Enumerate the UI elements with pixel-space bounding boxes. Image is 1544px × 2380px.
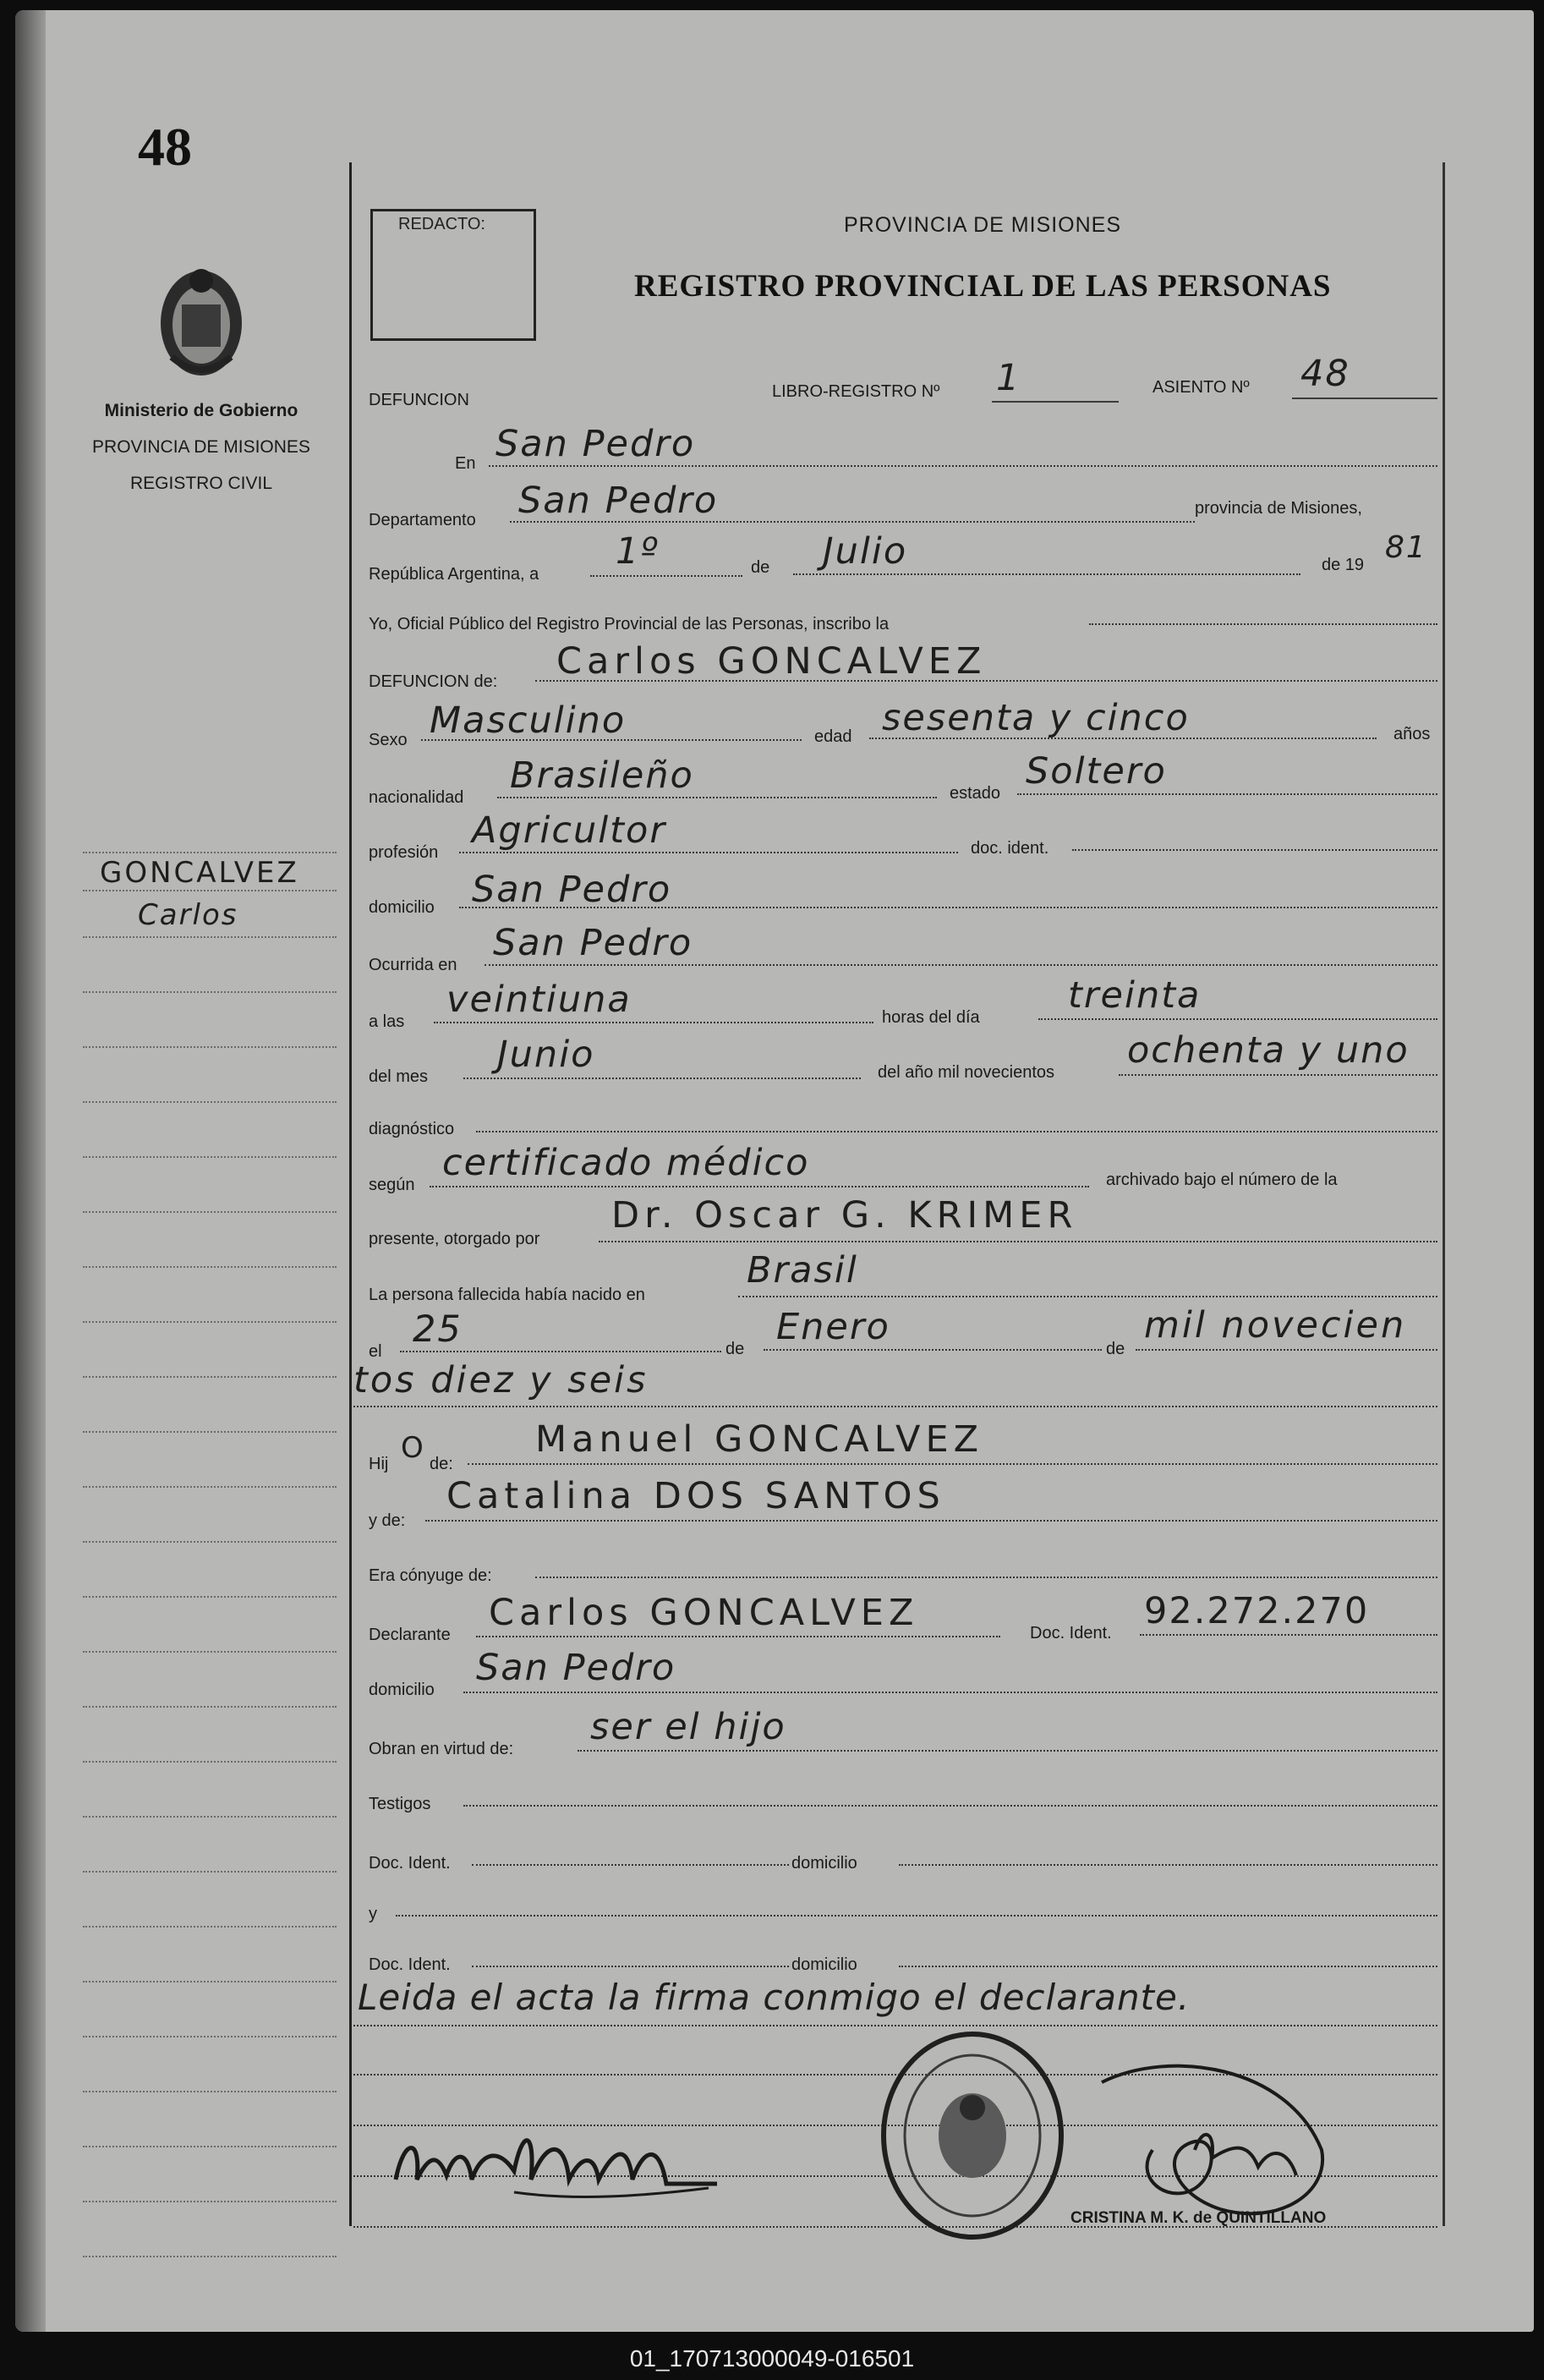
birth-year-a-line	[1136, 1349, 1437, 1351]
del-ano-line	[1119, 1074, 1437, 1076]
margin-rule	[83, 1596, 337, 1598]
y-line	[396, 1915, 1437, 1917]
asiento-value: 48	[1300, 353, 1350, 395]
birth-year-a-value: mil novecien	[1144, 1304, 1407, 1346]
edad-label: edad	[814, 727, 852, 746]
margin-rule	[83, 1266, 337, 1268]
conyuge-label: Era cónyuge de:	[369, 1566, 492, 1585]
del-mes-label: del mes	[369, 1067, 429, 1086]
birth-year-b-line	[353, 1406, 1437, 1407]
ocurrida-value: San Pedro	[493, 922, 693, 964]
domicilio-line	[459, 907, 1437, 908]
domicilio-value: San Pedro	[472, 869, 672, 911]
margin-rule	[83, 2256, 337, 2257]
oficial-text: Yo, Oficial Público del Registro Provincial de las Personas, inscribo la	[369, 615, 890, 633]
page-binding-shadow	[15, 10, 46, 2332]
provincia-text: provincia de Misiones,	[1195, 499, 1362, 518]
official-stamp	[878, 2027, 1068, 2243]
margin-rule	[83, 1486, 337, 1488]
defuncion-de-label: DEFUNCION de:	[369, 672, 498, 691]
del-mes-value: Junio	[497, 1034, 595, 1076]
decl-doc-value: 92.272.270	[1144, 1590, 1370, 1632]
sexo-label: Sexo	[369, 731, 408, 749]
en-line	[489, 465, 1437, 467]
obran-label: Obran en virtud de:	[369, 1740, 514, 1758]
test2-doc-line	[472, 1966, 789, 1967]
presente-label: presente, otorgado por	[369, 1230, 540, 1248]
asiento-label: ASIENTO Nº	[1153, 378, 1250, 397]
form-left-rule	[349, 162, 352, 2226]
month-line	[793, 573, 1300, 575]
nacionalidad-label: nacionalidad	[369, 788, 464, 807]
republica-label: República Argentina, a	[369, 565, 539, 584]
redacto-label: REDACTO:	[398, 215, 485, 233]
mother-value: Catalina DOS SANTOS	[446, 1475, 945, 1517]
decl-doc-line	[1140, 1634, 1437, 1636]
defuncion-de-line	[535, 680, 1437, 682]
declarant-signature	[387, 2120, 742, 2213]
margin-rule	[83, 2091, 337, 2092]
year-value: 81	[1385, 530, 1427, 565]
ministry-line-1: Ministerio de Gobierno	[104, 401, 298, 420]
profesion-label: profesión	[369, 843, 439, 862]
estado-line	[1017, 793, 1437, 795]
birth-month-value: Enero	[776, 1306, 890, 1348]
margin-rule	[83, 1816, 337, 1818]
hijo-suffix: O	[401, 1431, 425, 1465]
estado-value: Soltero	[1026, 750, 1167, 792]
margin-rule	[83, 936, 337, 938]
closing-line	[353, 2025, 1437, 2026]
y-label: y	[369, 1905, 377, 1923]
month-value: Julio	[823, 530, 908, 573]
horas-value: treinta	[1068, 974, 1202, 1017]
declarante-label: Declarante	[369, 1626, 451, 1644]
margin-rule	[83, 991, 337, 993]
header-province: PROVINCIA DE MISIONES	[844, 213, 1122, 237]
testigos-line	[463, 1805, 1437, 1807]
decl-dom-line	[463, 1692, 1437, 1693]
image-id-footer: 01_170713000049-016501	[629, 2345, 915, 2372]
day-line	[590, 575, 742, 577]
nacionalidad-value: Brasileño	[510, 754, 694, 797]
test2-dom-label: domicilio	[791, 1955, 857, 1974]
en-label: En	[455, 454, 476, 473]
presente-value: Dr. Oscar G. KRIMER	[611, 1194, 1078, 1237]
horas-line	[1038, 1018, 1437, 1020]
de2-label: de	[725, 1340, 745, 1358]
day-value: 1º	[616, 530, 660, 573]
profesion-line	[459, 852, 958, 853]
departamento-label: Departamento	[369, 511, 476, 529]
decl-dom-label: domicilio	[369, 1681, 435, 1699]
libro-value: 1	[996, 357, 1021, 399]
a-las-value: veintiuna	[446, 979, 632, 1021]
register-page	[15, 10, 1534, 2332]
margin-rule	[83, 2036, 337, 2037]
departamento-line	[510, 521, 1195, 523]
segun-value: certificado médico	[442, 1142, 810, 1184]
birth-year-b-value: tos diez y seis	[353, 1359, 649, 1401]
testigos-label: Testigos	[369, 1795, 431, 1813]
nacido-label: La persona fallecida había nacido en	[369, 1286, 645, 1304]
margin-surname: GONCALVEZ	[100, 856, 299, 890]
presente-line	[599, 1241, 1437, 1242]
sexo-value: Masculino	[430, 699, 627, 742]
margin-rule	[83, 2146, 337, 2147]
coat-of-arms-seal-icon	[155, 264, 248, 382]
segun-line	[430, 1186, 1089, 1187]
de3-label: de	[1106, 1340, 1125, 1358]
hijo-label: Hij	[369, 1455, 389, 1473]
redacto-box	[370, 209, 536, 341]
margin-rule	[83, 1156, 337, 1158]
nacido-line	[738, 1296, 1437, 1297]
decl-dom-value: San Pedro	[476, 1647, 676, 1689]
ocurrida-line	[485, 964, 1437, 966]
margin-rule	[83, 1321, 337, 1323]
a-las-line	[434, 1022, 873, 1023]
libro-label: LIBRO-REGISTRO Nº	[772, 382, 940, 401]
declarante-line	[476, 1636, 1000, 1637]
margin-rule	[83, 1101, 337, 1103]
margin-rule	[83, 852, 337, 853]
official-signature	[1068, 2048, 1339, 2260]
margin-rule	[83, 1761, 337, 1763]
margin-rule	[83, 1431, 337, 1433]
doc-ident-line	[1072, 849, 1437, 851]
de-label: de	[751, 558, 770, 577]
father-value: Manuel GONCALVEZ	[535, 1418, 984, 1461]
father-line	[468, 1463, 1437, 1465]
page-number: 48	[138, 117, 192, 177]
horas-label: horas del día	[882, 1008, 980, 1027]
margin-rule	[83, 890, 337, 891]
margin-rule	[83, 1706, 337, 1708]
form-right-rule	[1443, 162, 1445, 2226]
asiento-line	[1292, 398, 1437, 399]
test-doc-line	[472, 1864, 789, 1866]
margin-rule	[83, 2201, 337, 2202]
edad-value: sesenta y cinco	[882, 697, 1190, 739]
y-de-label: y de:	[369, 1511, 406, 1530]
edad-line	[869, 738, 1377, 739]
del-ano-value: ochenta y uno	[1127, 1029, 1410, 1072]
libro-line	[992, 401, 1119, 403]
birth-month-line	[764, 1349, 1102, 1351]
estado-label: estado	[950, 784, 1001, 803]
en-value: San Pedro	[496, 423, 696, 465]
test2-dom-line	[899, 1966, 1437, 1967]
el-label: el	[369, 1342, 382, 1361]
ministry-line-2: PROVINCIA DE MISIONES	[92, 437, 310, 457]
year-prefix: de 19	[1322, 556, 1365, 574]
de4-label: de:	[430, 1455, 453, 1473]
margin-rule	[83, 1981, 337, 1982]
oficial-line	[1089, 623, 1437, 625]
margin-rule	[83, 1541, 337, 1543]
archivado-text: archivado bajo el número de la	[1106, 1171, 1338, 1189]
nacionalidad-line	[497, 797, 937, 798]
form-type-label: DEFUNCION	[369, 391, 469, 409]
departamento-value: San Pedro	[518, 480, 719, 522]
del-ano-label: del año mil novecientos	[878, 1063, 1055, 1082]
diagnostico-line	[476, 1131, 1437, 1132]
obran-line	[578, 1750, 1437, 1752]
ocurrida-label: Ocurrida en	[369, 956, 457, 974]
domicilio-label: domicilio	[369, 898, 435, 917]
margin-rule	[83, 1211, 337, 1213]
test2-doc-label: Doc. Ident.	[369, 1955, 451, 1974]
anos-label: años	[1393, 725, 1431, 743]
a-las-label: a las	[369, 1012, 405, 1031]
segun-label: según	[369, 1176, 415, 1194]
el-line	[400, 1351, 721, 1352]
ministry-line-3: REGISTRO CIVIL	[129, 474, 273, 493]
test-doc-label: Doc. Ident.	[369, 1854, 451, 1873]
test-dom-label: domicilio	[791, 1854, 857, 1873]
margin-rule	[83, 1046, 337, 1048]
test-dom-line	[899, 1864, 1437, 1866]
del-mes-line	[463, 1078, 861, 1079]
closing-statement: Leida el acta la firma conmigo el declarante.	[358, 1977, 1191, 2018]
header-registry: REGISTRO PROVINCIAL DE LAS PERSONAS	[634, 269, 1332, 304]
margin-rule	[83, 1376, 337, 1378]
margin-rule	[83, 1871, 337, 1873]
conyuge-line	[535, 1577, 1437, 1578]
obran-value: ser el hijo	[590, 1706, 786, 1748]
mother-line	[425, 1520, 1437, 1522]
decl-doc-label: Doc. Ident.	[1030, 1624, 1112, 1642]
declarante-value: Carlos GONCALVEZ	[489, 1592, 919, 1634]
sexo-line	[421, 739, 802, 741]
diagnostico-label: diagnóstico	[369, 1120, 455, 1138]
deceased-name-value: Carlos GONCALVEZ	[556, 640, 987, 683]
official-name: CRISTINA M. K. de QUINTILLANO	[1070, 2209, 1327, 2227]
el-value: 25	[413, 1308, 463, 1351]
nacido-value: Brasil	[747, 1249, 858, 1291]
margin-given-name: Carlos	[138, 898, 238, 932]
doc-ident-label: doc. ident.	[971, 839, 1049, 858]
profesion-value: Agricultor	[472, 809, 667, 852]
margin-rule	[83, 1926, 337, 1928]
margin-rule	[83, 1651, 337, 1653]
